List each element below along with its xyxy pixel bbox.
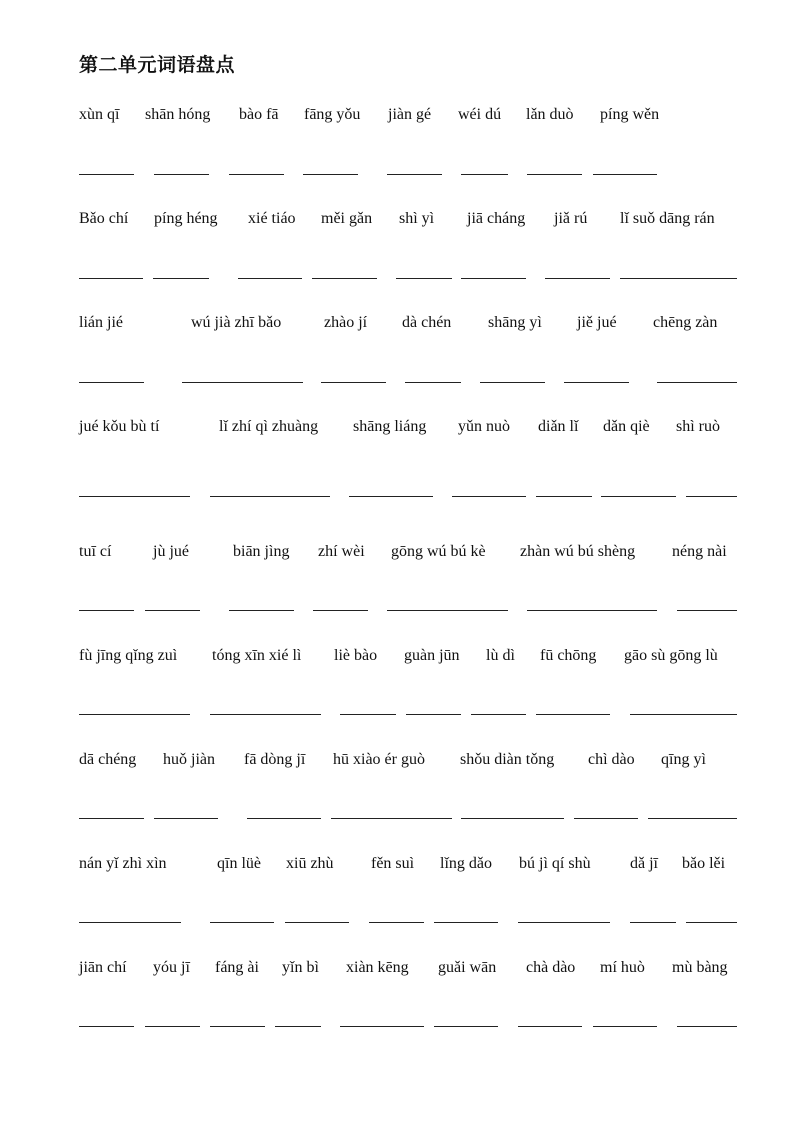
- pinyin-word: qīng yì: [661, 751, 706, 768]
- answer-blank[interactable]: [648, 818, 737, 819]
- answer-blanks-row-6: [0, 714, 794, 716]
- pinyin-word: shǒu diàn tǒng: [460, 751, 555, 768]
- pinyin-word: fù jīng qǐng zuì: [79, 647, 178, 664]
- pinyin-word: shì yì: [399, 210, 435, 227]
- pinyin-word: Bǎo chí: [79, 210, 129, 227]
- pinyin-word: lǎn duò: [526, 106, 574, 123]
- answer-blank[interactable]: [406, 714, 461, 715]
- pinyin-row-2: [79, 210, 739, 232]
- pinyin-word: shāng yì: [488, 314, 542, 331]
- pinyin-word: fū chōng: [540, 647, 597, 664]
- answer-blank[interactable]: [536, 714, 610, 715]
- pinyin-word: xiū zhù: [286, 855, 334, 872]
- pinyin-word: guǎi wān: [438, 959, 497, 976]
- answer-blank[interactable]: [630, 714, 737, 715]
- answer-blank[interactable]: [471, 714, 526, 715]
- answer-blank[interactable]: [461, 278, 526, 279]
- answer-blanks-row-4: [0, 496, 794, 498]
- pinyin-word: fā dòng jī: [244, 751, 306, 768]
- answer-blank[interactable]: [480, 382, 545, 383]
- answer-blank[interactable]: [210, 496, 330, 497]
- pinyin-word: bǎo lěi: [682, 855, 726, 872]
- pinyin-word: dǎ jī: [630, 855, 658, 872]
- answer-blank[interactable]: [677, 610, 737, 611]
- answer-blank[interactable]: [229, 610, 294, 611]
- answer-blank[interactable]: [518, 922, 610, 923]
- answer-blank[interactable]: [657, 382, 737, 383]
- pinyin-word: píng héng: [154, 210, 218, 227]
- answer-blanks-row-7: [0, 818, 794, 820]
- answer-blank[interactable]: [153, 278, 209, 279]
- pinyin-word: chì dào: [588, 751, 635, 768]
- answer-blank[interactable]: [340, 1026, 424, 1027]
- pinyin-word: huǒ jiàn: [163, 751, 215, 768]
- pinyin-row-9: [79, 959, 739, 981]
- answer-blank[interactable]: [536, 496, 592, 497]
- answer-blank[interactable]: [340, 714, 396, 715]
- answer-blank[interactable]: [434, 1026, 498, 1027]
- pinyin-word: lǐng dǎo: [440, 855, 492, 872]
- pinyin-word: fāng yǒu: [304, 106, 361, 123]
- pinyin-word: wú jià zhī bǎo: [191, 314, 282, 331]
- pinyin-row-4: [79, 418, 739, 440]
- pinyin-word: jiě jué: [577, 314, 617, 331]
- pinyin-word: dǎn qiè: [603, 418, 650, 435]
- pinyin-word: yóu jī: [153, 959, 190, 976]
- pinyin-word: yǐn bì: [282, 959, 319, 976]
- answer-blank[interactable]: [461, 818, 564, 819]
- answer-blank[interactable]: [210, 922, 274, 923]
- answer-blank[interactable]: [387, 610, 508, 611]
- pinyin-word: lù dì: [486, 647, 515, 664]
- pinyin-word: gāo sù gōng lù: [624, 647, 718, 664]
- answer-blank[interactable]: [369, 922, 424, 923]
- answer-blank[interactable]: [630, 922, 676, 923]
- answer-blank[interactable]: [461, 174, 508, 175]
- answer-blank[interactable]: [285, 922, 349, 923]
- pinyin-word: bào fā: [239, 106, 279, 123]
- pinyin-word: fěn suì: [371, 855, 415, 872]
- answer-blank[interactable]: [527, 174, 582, 175]
- answer-blank[interactable]: [434, 922, 498, 923]
- pinyin-word: zhàn wú bú shèng: [520, 543, 636, 560]
- answer-blank[interactable]: [564, 382, 629, 383]
- pinyin-row-1: [79, 106, 739, 128]
- pinyin-word: píng wěn: [600, 106, 660, 123]
- pinyin-word: xié tiáo: [248, 210, 296, 227]
- pinyin-word: zhí wèi: [318, 543, 365, 560]
- answer-blank[interactable]: [321, 382, 386, 383]
- pinyin-word: shāng liáng: [353, 418, 427, 435]
- answer-blank[interactable]: [79, 496, 190, 497]
- pinyin-word: bú jì qí shù: [519, 855, 591, 872]
- answer-blank[interactable]: [247, 818, 321, 819]
- pinyin-row-6: [79, 647, 739, 669]
- answer-blank[interactable]: [79, 174, 134, 175]
- answer-blank[interactable]: [686, 922, 737, 923]
- answer-blank[interactable]: [331, 818, 452, 819]
- pinyin-word: mí huò: [600, 959, 645, 976]
- pinyin-word: chēng zàn: [653, 314, 718, 331]
- pinyin-word: jiā cháng: [467, 210, 526, 227]
- pinyin-word: lǐ zhí qì zhuàng: [219, 418, 319, 435]
- answer-blank[interactable]: [601, 496, 676, 497]
- answer-blank[interactable]: [154, 174, 209, 175]
- answer-blank[interactable]: [593, 174, 657, 175]
- answer-blank[interactable]: [275, 1026, 321, 1027]
- pinyin-word: yǔn nuò: [458, 418, 510, 435]
- answer-blank[interactable]: [677, 1026, 737, 1027]
- answer-blank[interactable]: [79, 382, 144, 383]
- pinyin-word: jué kǒu bù tí: [79, 418, 160, 435]
- answer-blank[interactable]: [229, 174, 284, 175]
- pinyin-word: jiǎ rú: [554, 210, 588, 227]
- pinyin-word: gōng wú bú kè: [391, 543, 486, 560]
- pinyin-word: dā chéng: [79, 751, 137, 768]
- answer-blanks-row-1: [0, 174, 794, 176]
- pinyin-word: dà chén: [402, 314, 452, 331]
- pinyin-word: guàn jūn: [404, 647, 460, 664]
- pinyin-word: biān jìng: [233, 543, 290, 560]
- answer-blank[interactable]: [396, 278, 452, 279]
- pinyin-word: qīn lüè: [217, 855, 261, 872]
- page-title: 第二单元词语盘点: [79, 54, 236, 76]
- answer-blank[interactable]: [574, 818, 638, 819]
- answer-blanks-row-9: [0, 1026, 794, 1028]
- answer-blanks-row-3: [0, 382, 794, 384]
- pinyin-word: xùn qī: [79, 106, 120, 123]
- answer-blank[interactable]: [387, 174, 442, 175]
- pinyin-row-8: [79, 855, 739, 877]
- answer-blank[interactable]: [79, 610, 134, 611]
- answer-blank[interactable]: [452, 496, 526, 497]
- pinyin-word: jù jué: [153, 543, 189, 560]
- answer-blank[interactable]: [527, 610, 657, 611]
- pinyin-word: wéi dú: [458, 106, 502, 123]
- pinyin-word: xiàn kēng: [346, 959, 409, 976]
- answer-blank[interactable]: [79, 714, 190, 715]
- pinyin-word: fáng ài: [215, 959, 259, 976]
- pinyin-word: diǎn lǐ: [538, 418, 579, 435]
- answer-blank[interactable]: [79, 922, 181, 923]
- pinyin-word: néng nài: [672, 543, 727, 560]
- answer-blank[interactable]: [145, 610, 200, 611]
- answer-blank[interactable]: [79, 278, 143, 279]
- pinyin-word: měi gǎn: [321, 210, 373, 227]
- pinyin-word: shān hóng: [145, 106, 211, 123]
- answer-blank[interactable]: [303, 174, 358, 175]
- pinyin-word: zhào jí: [324, 314, 368, 331]
- pinyin-word: chà dào: [526, 959, 576, 976]
- answer-blank[interactable]: [145, 1026, 200, 1027]
- pinyin-word: hū xiào ér guò: [333, 751, 425, 768]
- pinyin-word: lǐ suǒ dāng rán: [620, 210, 715, 227]
- answer-blank[interactable]: [405, 382, 461, 383]
- answer-blank[interactable]: [210, 1026, 265, 1027]
- answer-blank[interactable]: [620, 278, 737, 279]
- pinyin-word: tóng xīn xié lì: [212, 647, 302, 664]
- pinyin-word: nán yǐ zhì xìn: [79, 855, 167, 872]
- answer-blank[interactable]: [545, 278, 610, 279]
- answer-blank[interactable]: [313, 610, 368, 611]
- answer-blank[interactable]: [79, 818, 144, 819]
- pinyin-word: tuī cí: [79, 543, 112, 560]
- answer-blank[interactable]: [238, 278, 302, 279]
- pinyin-word: mù bàng: [672, 959, 728, 976]
- answer-blank[interactable]: [312, 278, 377, 279]
- pinyin-word: liè bào: [334, 647, 378, 664]
- answer-blank[interactable]: [518, 1026, 582, 1027]
- answer-blank[interactable]: [349, 496, 433, 497]
- answer-blanks-row-5: [0, 610, 794, 612]
- answer-blanks-row-8: [0, 922, 794, 924]
- answer-blank[interactable]: [593, 1026, 657, 1027]
- pinyin-row-7: [79, 751, 739, 773]
- answer-blank[interactable]: [79, 1026, 134, 1027]
- pinyin-word: lián jié: [79, 314, 123, 331]
- pinyin-word: jiàn gé: [388, 106, 432, 123]
- answer-blank[interactable]: [154, 818, 218, 819]
- pinyin-word: shì ruò: [676, 418, 720, 435]
- answer-blank[interactable]: [210, 714, 321, 715]
- answer-blank[interactable]: [182, 382, 303, 383]
- pinyin-row-3: [79, 314, 739, 336]
- pinyin-word: jiān chí: [79, 959, 127, 976]
- answer-blank[interactable]: [686, 496, 737, 497]
- pinyin-row-5: [79, 543, 739, 565]
- answer-blanks-row-2: [0, 278, 794, 280]
